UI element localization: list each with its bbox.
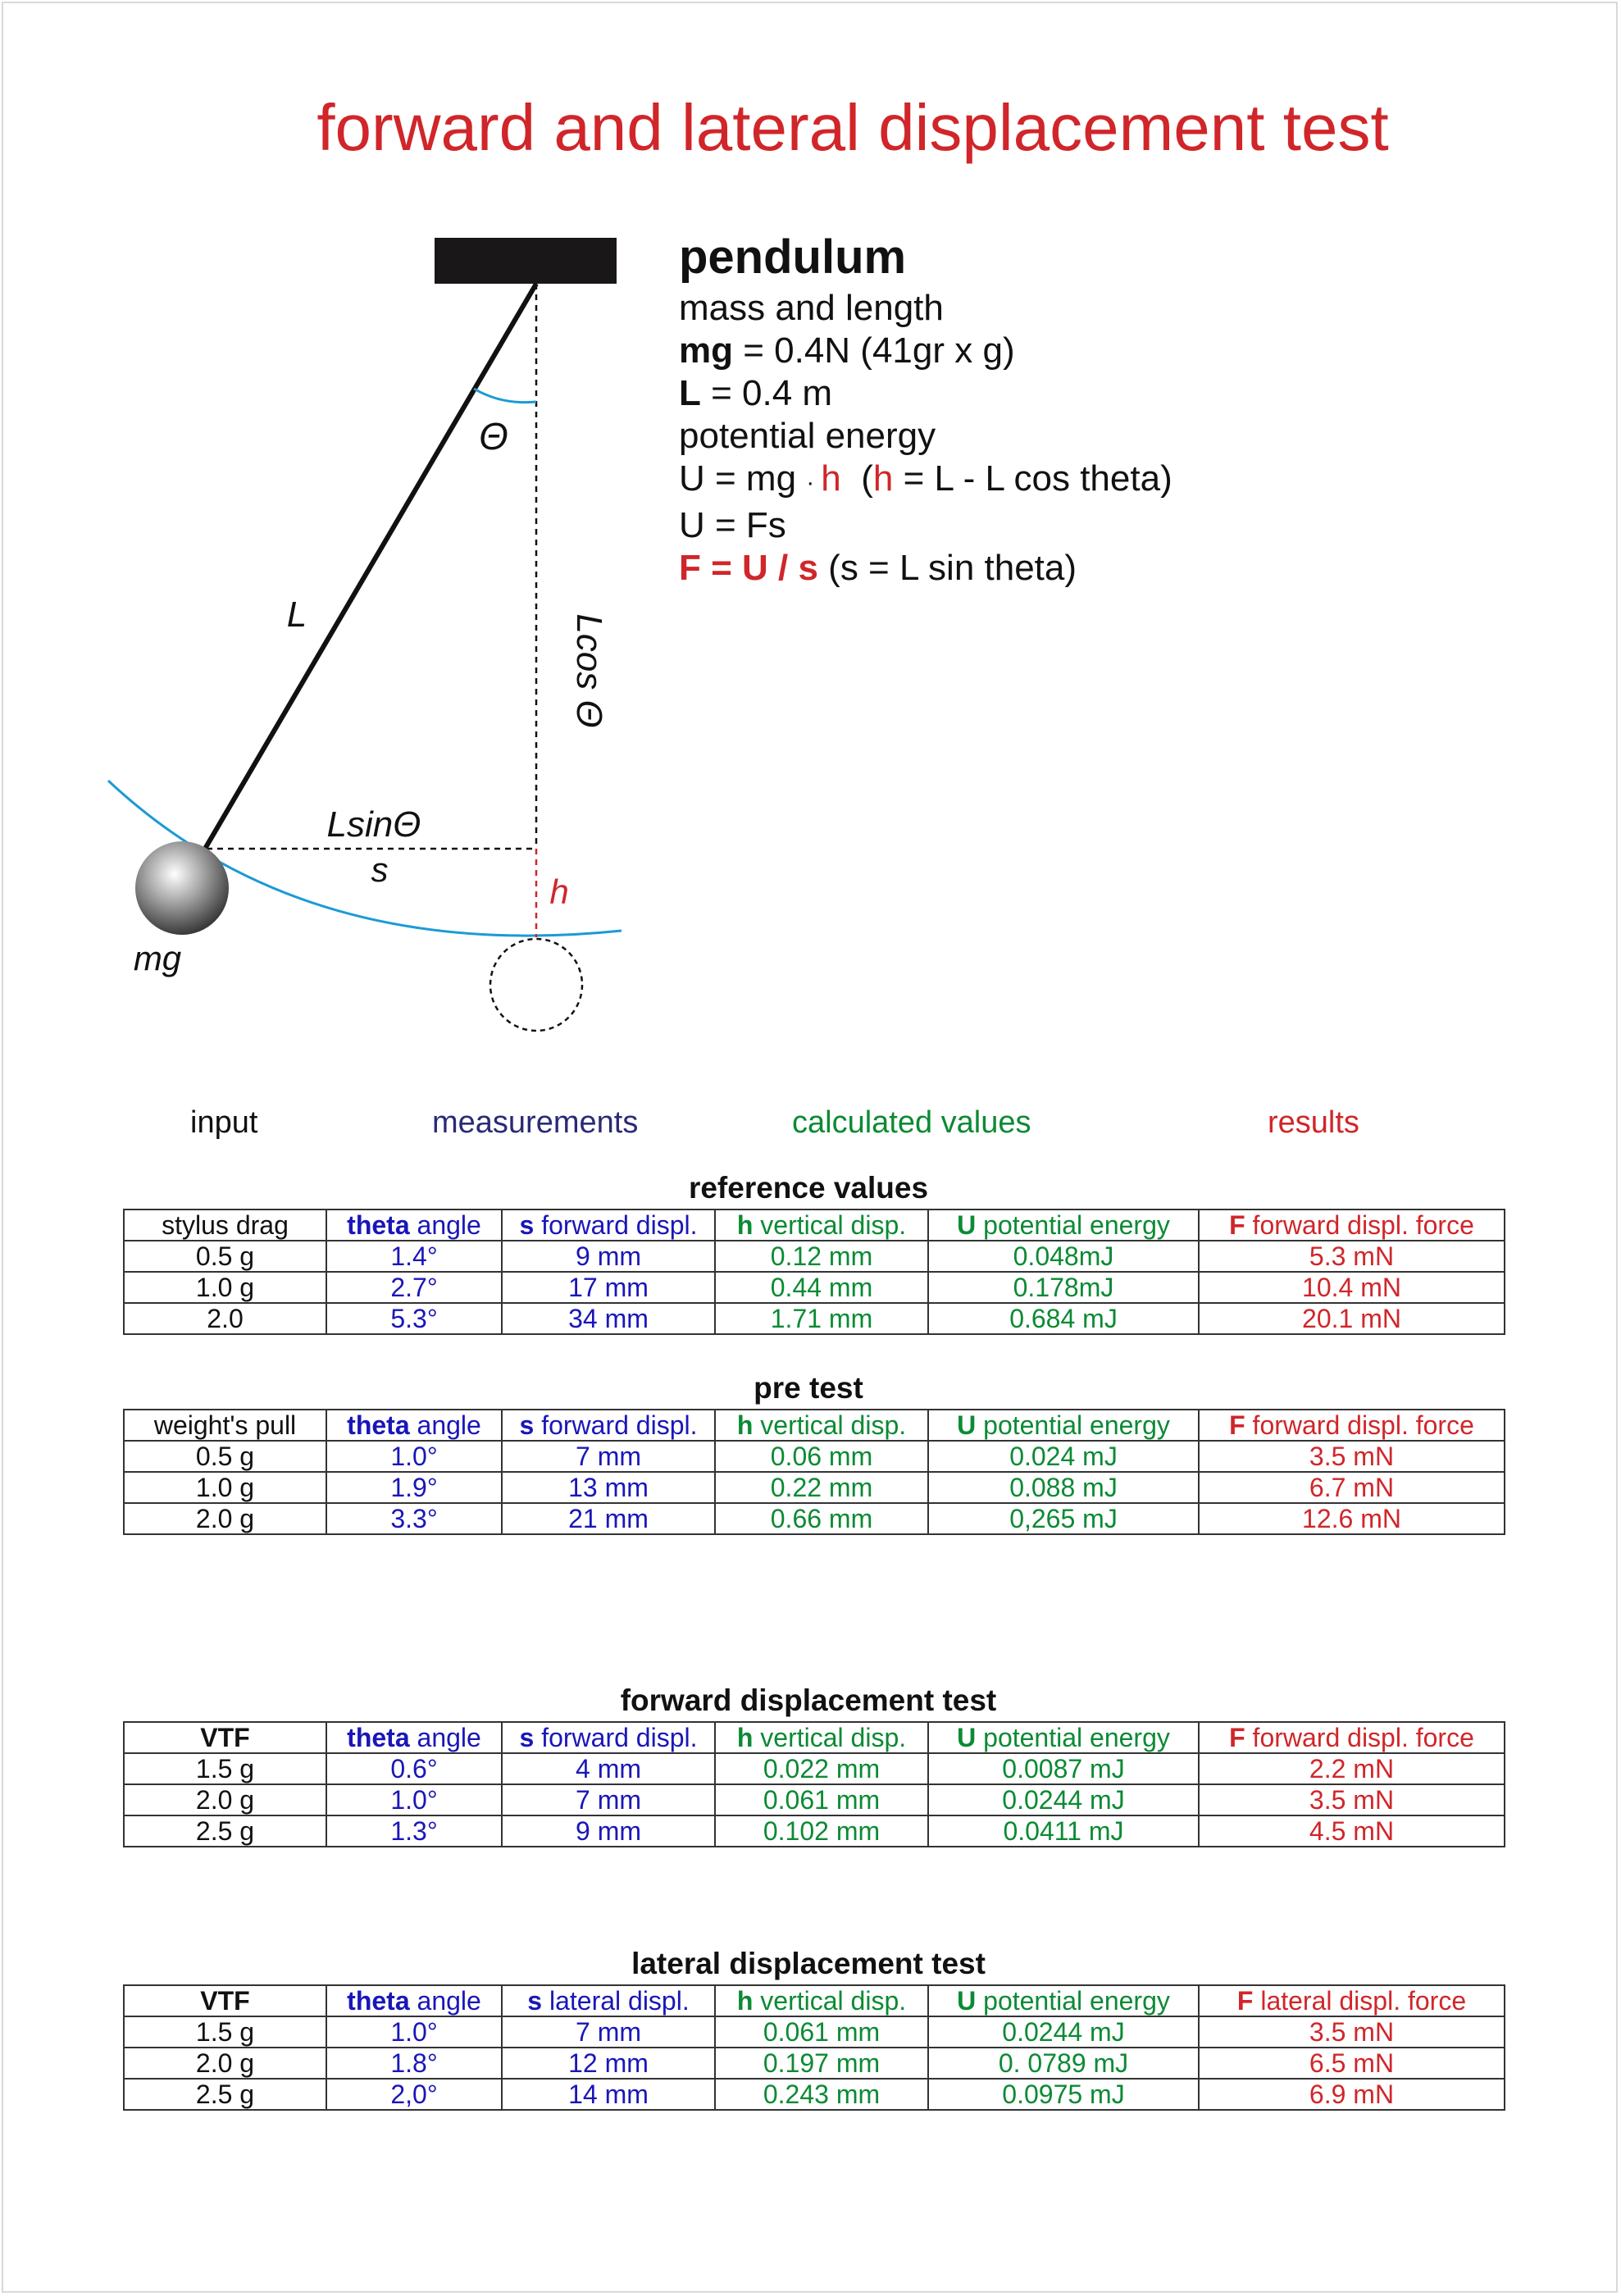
cell-theta: 1.8° bbox=[326, 2048, 502, 2079]
cell-h: 0.022 mm bbox=[715, 1753, 928, 1784]
table-row bbox=[124, 2079, 1505, 2110]
cell-input: 1.0 g bbox=[124, 1272, 326, 1303]
header-u: U potential energy bbox=[928, 1210, 1199, 1241]
pendulum-bob bbox=[135, 841, 229, 935]
table-row bbox=[124, 1441, 1505, 1472]
header-h: h vertical disp. bbox=[715, 1985, 928, 2016]
cell-u: 0.0087 mJ bbox=[928, 1753, 1199, 1784]
header-s: s forward displ. bbox=[502, 1410, 715, 1441]
mg-value: = 0.4N (41gr x g) bbox=[733, 330, 1015, 371]
pre-test-table bbox=[123, 1409, 1505, 1535]
header-s: s forward displ. bbox=[502, 1722, 715, 1753]
f-formula-note: (s = L sin theta) bbox=[817, 548, 1077, 588]
cell-u: 0.024 mJ bbox=[928, 1441, 1199, 1472]
legend-calculated: calculated values bbox=[792, 1105, 1031, 1140]
cell-f: 4.5 mN bbox=[1199, 1815, 1505, 1847]
cell-h: 0.44 mm bbox=[715, 1272, 928, 1303]
legend-results: results bbox=[1268, 1105, 1359, 1140]
lcos-label: Lcos Θ bbox=[569, 613, 609, 728]
cell-s: 7 mm bbox=[502, 2016, 715, 2048]
header-vtf: VTF bbox=[124, 1985, 326, 2016]
cell-h: 0.061 mm bbox=[715, 1784, 928, 1815]
cell-h: 0.102 mm bbox=[715, 1815, 928, 1847]
legend-measurements: measurements bbox=[432, 1105, 639, 1140]
lateral-displacement-table bbox=[123, 1984, 1505, 2111]
info-heading: pendulum bbox=[679, 230, 907, 284]
header-s: s lateral displ. bbox=[502, 1985, 715, 2016]
cell-s: 7 mm bbox=[502, 1441, 715, 1472]
header-input: weight's pull bbox=[124, 1410, 326, 1441]
header-h: h vertical disp. bbox=[715, 1722, 928, 1753]
cell-f: 5.3 mN bbox=[1199, 1241, 1505, 1272]
h-label: h bbox=[549, 872, 569, 911]
h-symbol: h bbox=[821, 458, 841, 499]
pendulum-info bbox=[679, 228, 1172, 590]
cell-s: 13 mm bbox=[502, 1472, 715, 1503]
cell-input: 2.0 g bbox=[124, 1784, 326, 1815]
theta-label: Θ bbox=[479, 415, 508, 458]
info-line-u-fs: U = Fs bbox=[679, 505, 786, 545]
cell-h: 0.12 mm bbox=[715, 1241, 928, 1272]
theta-arc bbox=[474, 389, 536, 403]
cell-h: 0.243 mm bbox=[715, 2079, 928, 2110]
cell-f: 10.4 mN bbox=[1199, 1272, 1505, 1303]
cell-input: 2.5 g bbox=[124, 1815, 326, 1847]
cell-u: 0,265 mJ bbox=[928, 1503, 1199, 1534]
forward-displacement-table bbox=[123, 1721, 1505, 1847]
pendulum-support bbox=[435, 238, 617, 284]
table-row bbox=[124, 1303, 1505, 1334]
u-formula-start: U = mg bbox=[679, 458, 807, 499]
cell-s: 21 mm bbox=[502, 1503, 715, 1534]
cell-h: 0.197 mm bbox=[715, 2048, 928, 2079]
header-theta: theta angle bbox=[326, 1210, 502, 1241]
cell-h: 0.061 mm bbox=[715, 2016, 928, 2048]
header-theta: theta angle bbox=[326, 1722, 502, 1753]
cell-input: 2.0 bbox=[124, 1303, 326, 1334]
header-f: F lateral displ. force bbox=[1199, 1985, 1505, 2016]
table-row bbox=[124, 1472, 1505, 1503]
header-s: s forward displ. bbox=[502, 1210, 715, 1241]
cell-theta: 2.7° bbox=[326, 1272, 502, 1303]
cell-s: 34 mm bbox=[502, 1303, 715, 1334]
info-line-mg bbox=[679, 330, 1172, 372]
pendulum-string bbox=[205, 284, 536, 849]
cell-theta: 5.3° bbox=[326, 1303, 502, 1334]
table-header-row bbox=[124, 1722, 1505, 1753]
cell-input: 2.0 g bbox=[124, 2048, 326, 2079]
table-header-row bbox=[124, 1985, 1505, 2016]
table-row bbox=[124, 1815, 1505, 1847]
cell-f: 20.1 mN bbox=[1199, 1303, 1505, 1334]
cell-f: 3.5 mN bbox=[1199, 1441, 1505, 1472]
cell-s: 9 mm bbox=[502, 1241, 715, 1272]
cell-u: 0.0244 mJ bbox=[928, 1784, 1199, 1815]
table-caption: reference values bbox=[688, 1171, 929, 1205]
cell-theta: 1.3° bbox=[326, 1815, 502, 1847]
cell-u: 0.088 mJ bbox=[928, 1472, 1199, 1503]
header-theta: theta angle bbox=[326, 1985, 502, 2016]
cell-h: 0.66 mm bbox=[715, 1503, 928, 1534]
header-f: F forward displ. force bbox=[1199, 1722, 1505, 1753]
cell-s: 12 mm bbox=[502, 2048, 715, 2079]
cell-s: 4 mm bbox=[502, 1753, 715, 1784]
legend-input: input bbox=[190, 1105, 258, 1140]
cell-h: 1.71 mm bbox=[715, 1303, 928, 1334]
cell-input: 1.0 g bbox=[124, 1472, 326, 1503]
table-header-row bbox=[124, 1210, 1505, 1241]
cell-u: 0.684 mJ bbox=[928, 1303, 1199, 1334]
cell-input: 0.5 g bbox=[124, 1441, 326, 1472]
cell-input: 0.5 g bbox=[124, 1241, 326, 1272]
cell-h: 0.22 mm bbox=[715, 1472, 928, 1503]
table-caption: pre test bbox=[754, 1371, 863, 1405]
cell-f: 6.7 mN bbox=[1199, 1472, 1505, 1503]
table-row bbox=[124, 1241, 1505, 1272]
L-symbol: L bbox=[679, 373, 701, 413]
mg-label: mg bbox=[133, 939, 182, 977]
cell-u: 0.178mJ bbox=[928, 1272, 1199, 1303]
cell-u: 0.048mJ bbox=[928, 1241, 1199, 1272]
cell-f: 12.6 mN bbox=[1199, 1503, 1505, 1534]
info-line-potential-energy: potential energy bbox=[679, 416, 936, 456]
cell-f: 3.5 mN bbox=[1199, 2016, 1505, 2048]
table-row bbox=[124, 1784, 1505, 1815]
cell-u: 0.0411 mJ bbox=[928, 1815, 1199, 1847]
cell-theta: 0.6° bbox=[326, 1753, 502, 1784]
s-label: s bbox=[371, 850, 389, 889]
rest-position-circle bbox=[490, 939, 582, 1031]
cell-u: 0.0244 mJ bbox=[928, 2016, 1199, 2048]
cell-input: 1.5 g bbox=[124, 2016, 326, 2048]
header-f: F forward displ. force bbox=[1199, 1210, 1505, 1241]
info-line-u-formula bbox=[679, 458, 1172, 504]
u-formula-end: = L - L cos theta) bbox=[893, 458, 1172, 499]
lsin-label: LsinΘ bbox=[326, 804, 421, 845]
table-caption: lateral displacement test bbox=[631, 1947, 986, 1980]
header-h: h vertical disp. bbox=[715, 1210, 928, 1241]
header-theta: theta angle bbox=[326, 1410, 502, 1441]
cell-s: 14 mm bbox=[502, 2079, 715, 2110]
header-input: stylus drag bbox=[124, 1210, 326, 1241]
cell-f: 2.2 mN bbox=[1199, 1753, 1505, 1784]
u-formula-paren: ( bbox=[840, 458, 873, 499]
cell-theta: 1.0° bbox=[326, 1441, 502, 1472]
multiply-dot: · bbox=[806, 469, 815, 496]
cell-h: 0.06 mm bbox=[715, 1441, 928, 1472]
header-h: h vertical disp. bbox=[715, 1410, 928, 1441]
info-line-f-formula bbox=[679, 547, 1172, 590]
cell-s: 17 mm bbox=[502, 1272, 715, 1303]
cell-u: 0. 0789 mJ bbox=[928, 2048, 1199, 2079]
cell-theta: 1.0° bbox=[326, 1784, 502, 1815]
header-f: F forward displ. force bbox=[1199, 1410, 1505, 1441]
cell-theta: 1.0° bbox=[326, 2016, 502, 2048]
table-header-row bbox=[124, 1410, 1505, 1441]
header-u: U potential energy bbox=[928, 1722, 1199, 1753]
h-symbol-2: h bbox=[872, 458, 894, 499]
table-row bbox=[124, 2016, 1505, 2048]
cell-theta: 3.3° bbox=[326, 1503, 502, 1534]
cell-s: 7 mm bbox=[502, 1784, 715, 1815]
cell-f: 6.5 mN bbox=[1199, 2048, 1505, 2079]
table-row bbox=[124, 1272, 1505, 1303]
cell-input: 1.5 g bbox=[124, 1753, 326, 1784]
L-value: = 0.4 m bbox=[700, 373, 833, 413]
cell-u: 0.0975 mJ bbox=[928, 2079, 1199, 2110]
cell-input: 2.5 g bbox=[124, 2079, 326, 2110]
page-title: forward and lateral displacement test bbox=[316, 91, 1389, 164]
length-label: L bbox=[286, 594, 307, 635]
header-vtf: VTF bbox=[124, 1722, 326, 1753]
reference-values-table bbox=[123, 1209, 1505, 1335]
mg-symbol: mg bbox=[679, 330, 733, 371]
table-caption: forward displacement test bbox=[620, 1683, 997, 1717]
header-u: U potential energy bbox=[928, 1410, 1199, 1441]
f-formula: F = U / s bbox=[679, 548, 818, 588]
table-row bbox=[124, 2048, 1505, 2079]
info-line-mass-length: mass and length bbox=[679, 288, 944, 328]
header-u: U potential energy bbox=[928, 1985, 1199, 2016]
cell-input: 2.0 g bbox=[124, 1503, 326, 1534]
table-row bbox=[124, 1753, 1505, 1784]
table-row bbox=[124, 1503, 1505, 1534]
cell-theta: 1.4° bbox=[326, 1241, 502, 1272]
cell-theta: 1.9° bbox=[326, 1472, 502, 1503]
cell-s: 9 mm bbox=[502, 1815, 715, 1847]
info-line-L bbox=[679, 372, 1172, 415]
cell-f: 3.5 mN bbox=[1199, 1784, 1505, 1815]
cell-theta: 2,0° bbox=[326, 2079, 502, 2110]
cell-f: 6.9 mN bbox=[1199, 2079, 1505, 2110]
